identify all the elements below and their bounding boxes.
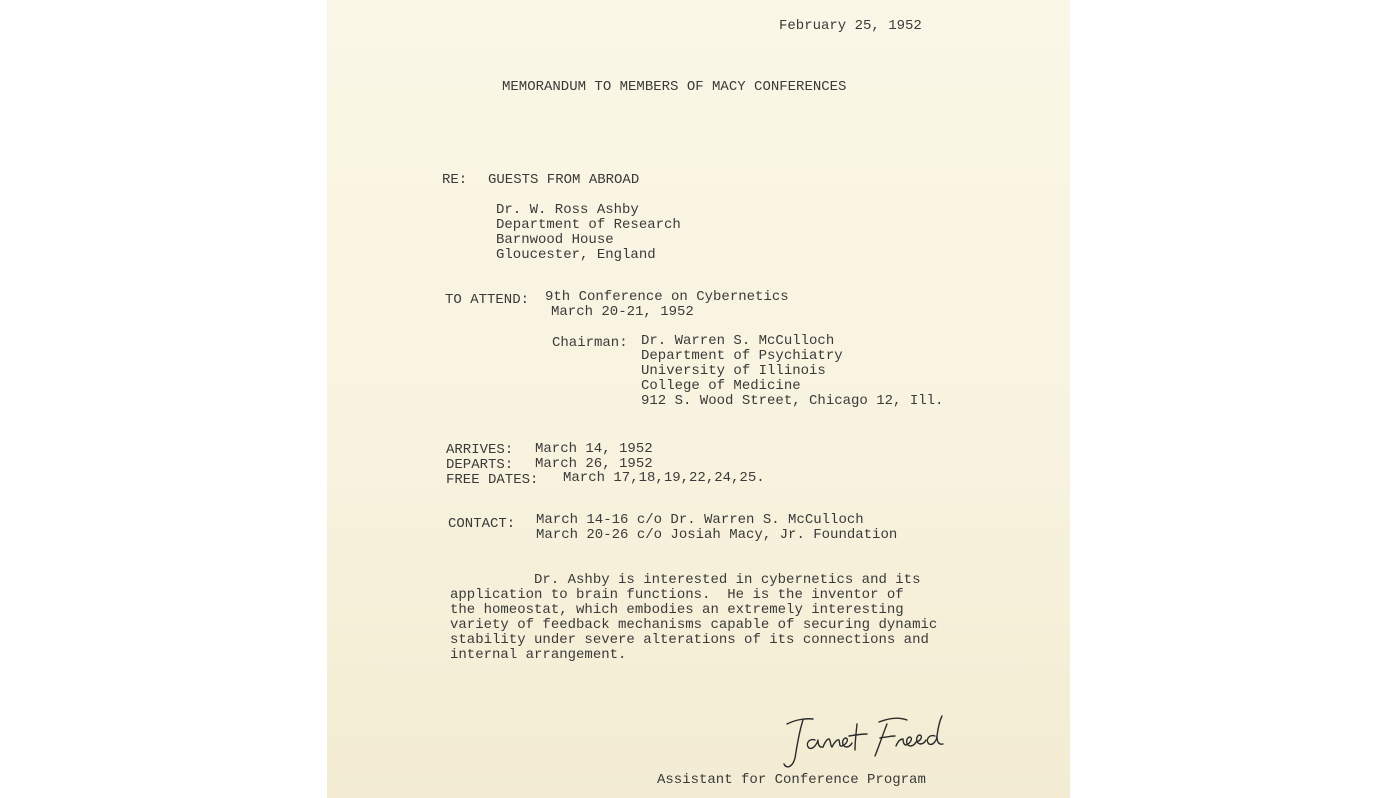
- contact-details: [536, 513, 897, 543]
- chairman-line: College of Medicine: [641, 378, 801, 394]
- guest-address: [496, 203, 681, 263]
- handwritten-signature: [775, 706, 965, 776]
- contact-line: March 20-26 c/o Josiah Macy, Jr. Foundation: [536, 527, 898, 543]
- re-label: RE:: [442, 172, 468, 188]
- departs-label: DEPARTS:: [446, 457, 514, 473]
- contact-label: CONTACT:: [448, 516, 516, 532]
- signature-title: Assistant for Conference Program: [657, 772, 926, 788]
- chairman-line: 912 S. Wood Street, Chicago 12, Ill.: [641, 393, 944, 409]
- memo-title: MEMORANDUM TO MEMBERS OF MACY CONFERENCES: [502, 79, 847, 95]
- arrives-value: March 14, 1952: [535, 441, 653, 457]
- attend-line: March 20-21, 1952: [551, 304, 694, 320]
- body-line: Dr. Ashby is interested in cybernetics and its: [450, 572, 921, 588]
- body-line: the homeostat, which embodies an extremely interesting: [450, 602, 904, 618]
- arrives-label: ARRIVES:: [446, 442, 514, 458]
- guest-address-line: Department of Research: [496, 217, 681, 233]
- guest-address-line: Dr. W. Ross Ashby: [496, 202, 639, 218]
- attend-details: [545, 290, 789, 320]
- attend-label: TO ATTEND:: [445, 292, 530, 308]
- memo-body: [450, 573, 937, 663]
- body-line: application to brain functions. He is the inventor of: [450, 587, 904, 603]
- chairman-line: Dr. Warren S. McCulloch: [641, 333, 835, 349]
- body-line: internal arrangement.: [450, 647, 627, 663]
- free-dates-value: March 17,18,19,22,24,25.: [563, 470, 765, 486]
- chairman-label: Chairman:: [552, 335, 628, 351]
- contact-line: March 14-16 c/o Dr. Warren S. McCulloch: [536, 512, 864, 528]
- attend-line: 9th Conference on Cybernetics: [545, 289, 789, 305]
- body-line: stability under severe alterations of its connections and: [450, 632, 929, 648]
- memo-page: [327, 0, 1070, 798]
- body-line: variety of feedback mechanisms capable of securing dynamic: [450, 617, 938, 633]
- guest-address-line: Gloucester, England: [496, 247, 656, 263]
- chairman-line: University of Illinois: [641, 363, 826, 379]
- departs-value: March 26, 1952: [535, 456, 653, 472]
- free-dates-label: FREE DATES:: [446, 472, 539, 488]
- re-value: GUESTS FROM ABROAD: [488, 172, 640, 188]
- memo-date: February 25, 1952: [779, 18, 922, 34]
- guest-address-line: Barnwood House: [496, 232, 614, 248]
- chairman-details: [641, 334, 943, 409]
- chairman-line: Department of Psychiatry: [641, 348, 843, 364]
